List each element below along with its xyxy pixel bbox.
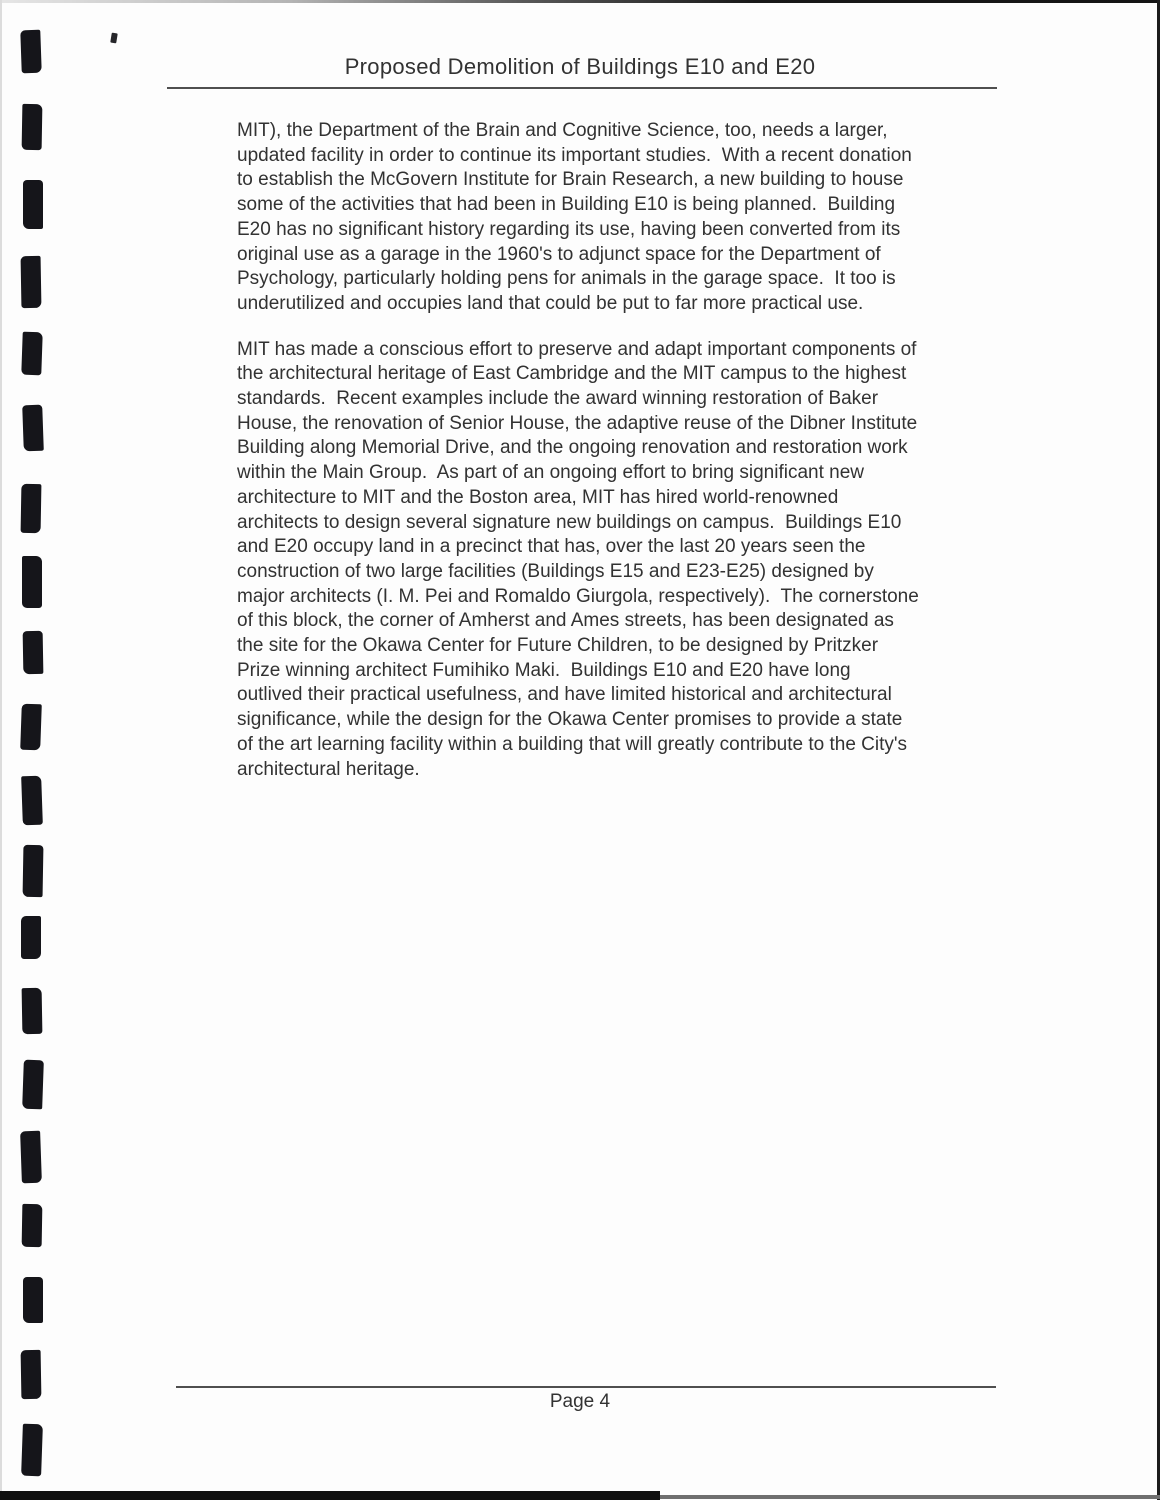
scan-edge-bottom-right bbox=[660, 1495, 1160, 1499]
text-line: E20 has no significant history regarding its use, having been converted from its bbox=[237, 218, 901, 240]
text-line: of this block, the corner of Amherst and Ames streets, has been designated as bbox=[237, 610, 894, 632]
footer-rule bbox=[176, 1386, 996, 1388]
text-line: to establish the McGovern Institute for Brain Research, a new building to house bbox=[237, 169, 904, 191]
text-line: the site for the Okawa Center for Future Children, to be designed by Pritzker bbox=[237, 635, 879, 657]
binding-hole-mark bbox=[23, 845, 44, 897]
text-line: Prize winning architect Fumihiko Maki. Buildings E10 and E20 have long bbox=[237, 659, 851, 681]
binding-hole-mark bbox=[22, 1060, 44, 1110]
text-line: the architectural heritage of East Cambridge and the MIT campus to the highest bbox=[237, 363, 907, 385]
text-line: of the art learning facility within a building that will greatly contribute to the City's bbox=[237, 733, 908, 755]
text-line: construction of two large facilities (Buildings E15 and E23-E25) designed by bbox=[237, 560, 874, 582]
binding-hole-mark bbox=[20, 1131, 42, 1184]
document-body bbox=[237, 119, 1027, 803]
text-line: underutilized and occupies land that could be put to far more practical use. bbox=[237, 292, 864, 314]
scan-edge-left bbox=[0, 0, 2, 1500]
binding-hole-mark bbox=[22, 988, 43, 1034]
binding-hole-mark bbox=[21, 256, 42, 308]
binding-hole-mark bbox=[22, 405, 44, 452]
document-title: Proposed Demolition of Buildings E10 and E20 bbox=[344, 54, 816, 79]
paragraph bbox=[237, 338, 1027, 783]
binding-hole-mark bbox=[21, 1424, 43, 1477]
binding-hole-mark bbox=[21, 332, 42, 376]
binding-hole-mark bbox=[23, 1277, 43, 1323]
binding-hole-mark bbox=[22, 556, 42, 608]
text-line: standards. Recent examples include the award winning restoration of Baker bbox=[237, 388, 879, 410]
text-line: major architects (I. M. Pei and Romaldo Giurgola, respectively). The cornerstone bbox=[237, 585, 919, 607]
page-number: Page 4 bbox=[549, 1391, 611, 1412]
paragraph bbox=[237, 119, 1027, 317]
binding-hole-mark bbox=[23, 180, 43, 229]
scan-edge-top bbox=[0, 0, 1160, 3]
text-line: some of the activities that had been in Building E10 is being planned. Building bbox=[237, 194, 896, 216]
text-line: architects to design several signature new buildings on campus. Buildings E10 bbox=[237, 511, 902, 533]
text-line: and E20 occupy land in a precinct that has, over the last 20 years seen the bbox=[237, 536, 866, 558]
text-line: architectural heritage. bbox=[237, 758, 420, 780]
text-line: MIT), the Department of the Brain and Cognitive Science, too, needs a larger, bbox=[237, 120, 888, 141]
text-line: Building along Memorial Drive, and the ongoing renovation and restoration work bbox=[237, 437, 908, 459]
binding-hole-mark bbox=[22, 1204, 43, 1247]
text-line: outlived their practical usefulness, and have limited historical and architectural bbox=[237, 684, 892, 706]
ink-speck bbox=[110, 33, 117, 44]
text-line: within the Main Group. As part of an ongoing effort to bring significant new bbox=[237, 462, 865, 484]
binding-hole-mark bbox=[20, 704, 42, 751]
scan-edge-bottom bbox=[0, 1491, 660, 1500]
text-line: House, the renovation of Senior House, the adaptive reuse of the Dibner Institute bbox=[237, 412, 918, 434]
text-line: Psychology, particularly holding pens for animals in the garage space. It too is bbox=[237, 268, 896, 290]
binding-hole-mark bbox=[21, 776, 43, 826]
binding-hole-mark bbox=[21, 484, 42, 533]
text-line: original use as a garage in the 1960's to adjunct space for the Department of bbox=[237, 243, 881, 265]
text-line: architecture to MIT and the Boston area, MIT has hired world-renowned bbox=[237, 486, 839, 508]
binding-hole-mark bbox=[23, 631, 44, 674]
header-rule bbox=[167, 87, 997, 89]
binding-hole-mark bbox=[21, 916, 41, 959]
text-line: updated facility in order to continue its important studies. With a recent donation bbox=[237, 144, 912, 166]
text-line: MIT has made a conscious effort to preserve and adapt important components of bbox=[237, 338, 917, 360]
text-line: significance, while the design for the Okawa Center promises to provide a state bbox=[237, 709, 903, 731]
binding-hole-mark bbox=[22, 104, 43, 150]
